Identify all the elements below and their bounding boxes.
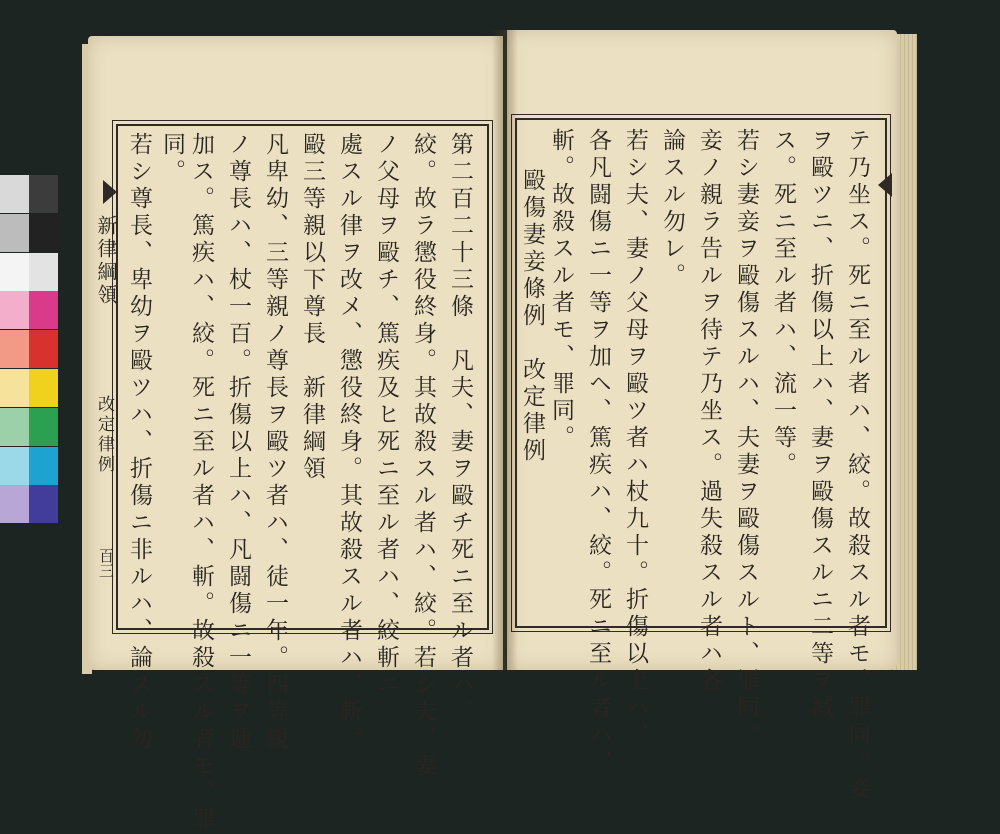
color-swatch [29,214,58,252]
color-swatch [0,291,29,329]
color-swatch [0,175,29,213]
left-column-6: 凡卑幼、三等親ノ尊長ヲ毆ツ者ハ、徒一年。四等親 [262,132,288,753]
left-column-7: ノ尊長ハ、杖一百。折傷以上ハ、凡闘傷ニ一等ヲ逓 [225,132,251,753]
color-swatch [0,253,29,291]
left-column-2: 絞。故ラ懲役終身。其故殺スル者ハ、絞。若シ夫、妻 [410,132,436,780]
color-swatch [0,214,29,252]
color-swatch [29,175,58,213]
color-swatch [29,253,58,291]
color-swatch [29,330,58,368]
right-column-9: 斬。故殺スル者モ、罪同。 [548,128,574,452]
color-swatch [29,485,58,523]
right-column-7: 若シ夫、妻ノ父母ヲ毆ツ者ハ杖九十。折傷以上ハ、 [622,128,648,749]
left-column-5: 毆三等親以下尊長 新律綱領 [299,132,325,483]
left-column-4: 處スル律ヲ改メ、懲役終身。其故殺スル者ハ、斬。 [336,132,362,753]
right-column-2: ヲ毆ツニ、折傷以上ハ、妻ヲ毆傷スルニ二等ヲ減 [807,128,833,722]
page-number: 百三 [97,548,115,578]
right-column-4: 若シ妻妾ヲ毆傷スルハ、夫妻ヲ毆傷スルト、罪同。 [733,128,759,749]
color-swatch [29,291,58,329]
right-column-5: 妾ノ親ラ告ルヲ待テ乃坐ス。過失殺スル者ハ各 [696,128,722,695]
left-column-3: ノ父母ヲ毆チ、篤疾及ヒ死ニ至ル者ハ、絞斬ニ [373,132,399,699]
right-column-3: ス。死ニ至ル者ハ、流一等。 [770,128,796,479]
color-swatch [0,485,29,523]
fishtail-mark-right [878,173,892,197]
color-swatch [29,369,58,407]
color-swatch [0,447,29,485]
fishtail-mark-left [103,180,117,204]
right-column-10: 毆傷妻妾條例 改定律例 [519,168,545,465]
margin-subtitle: 改定律例 [94,395,114,475]
color-swatch [29,408,58,446]
right-column-1: テ乃坐ス。死ニ至ル者ハ、絞。故殺スル者モ、罪同。妾 [844,128,870,803]
left-column-9: 同。 [159,132,185,186]
color-swatch [0,330,29,368]
left-column-10: 若シ尊長、卑幼ヲ毆ツハ、折傷ニ非ルハ、論スル勿 [126,132,152,753]
color-swatch [0,369,29,407]
left-column-1: 第二百二十三條 凡夫、妻ヲ毆チ死ニ至ル者ハ、 [447,132,473,726]
right-column-8: 各凡闘傷ニ一等ヲ加ヘ、篤疾ハ、絞。死ニ至ル者ハ、 [585,128,611,776]
left-column-8: 加ス。篤疾ハ、絞。死ニ至ル者ハ、斬。故殺スル者モ、罪 [188,132,214,834]
color-swatch [29,447,58,485]
right-column-6: 論スル勿レ。 [659,128,685,290]
color-swatch [0,408,29,446]
margin-title: 新律綱領 [94,215,118,307]
color-calibration-strip [0,175,58,525]
